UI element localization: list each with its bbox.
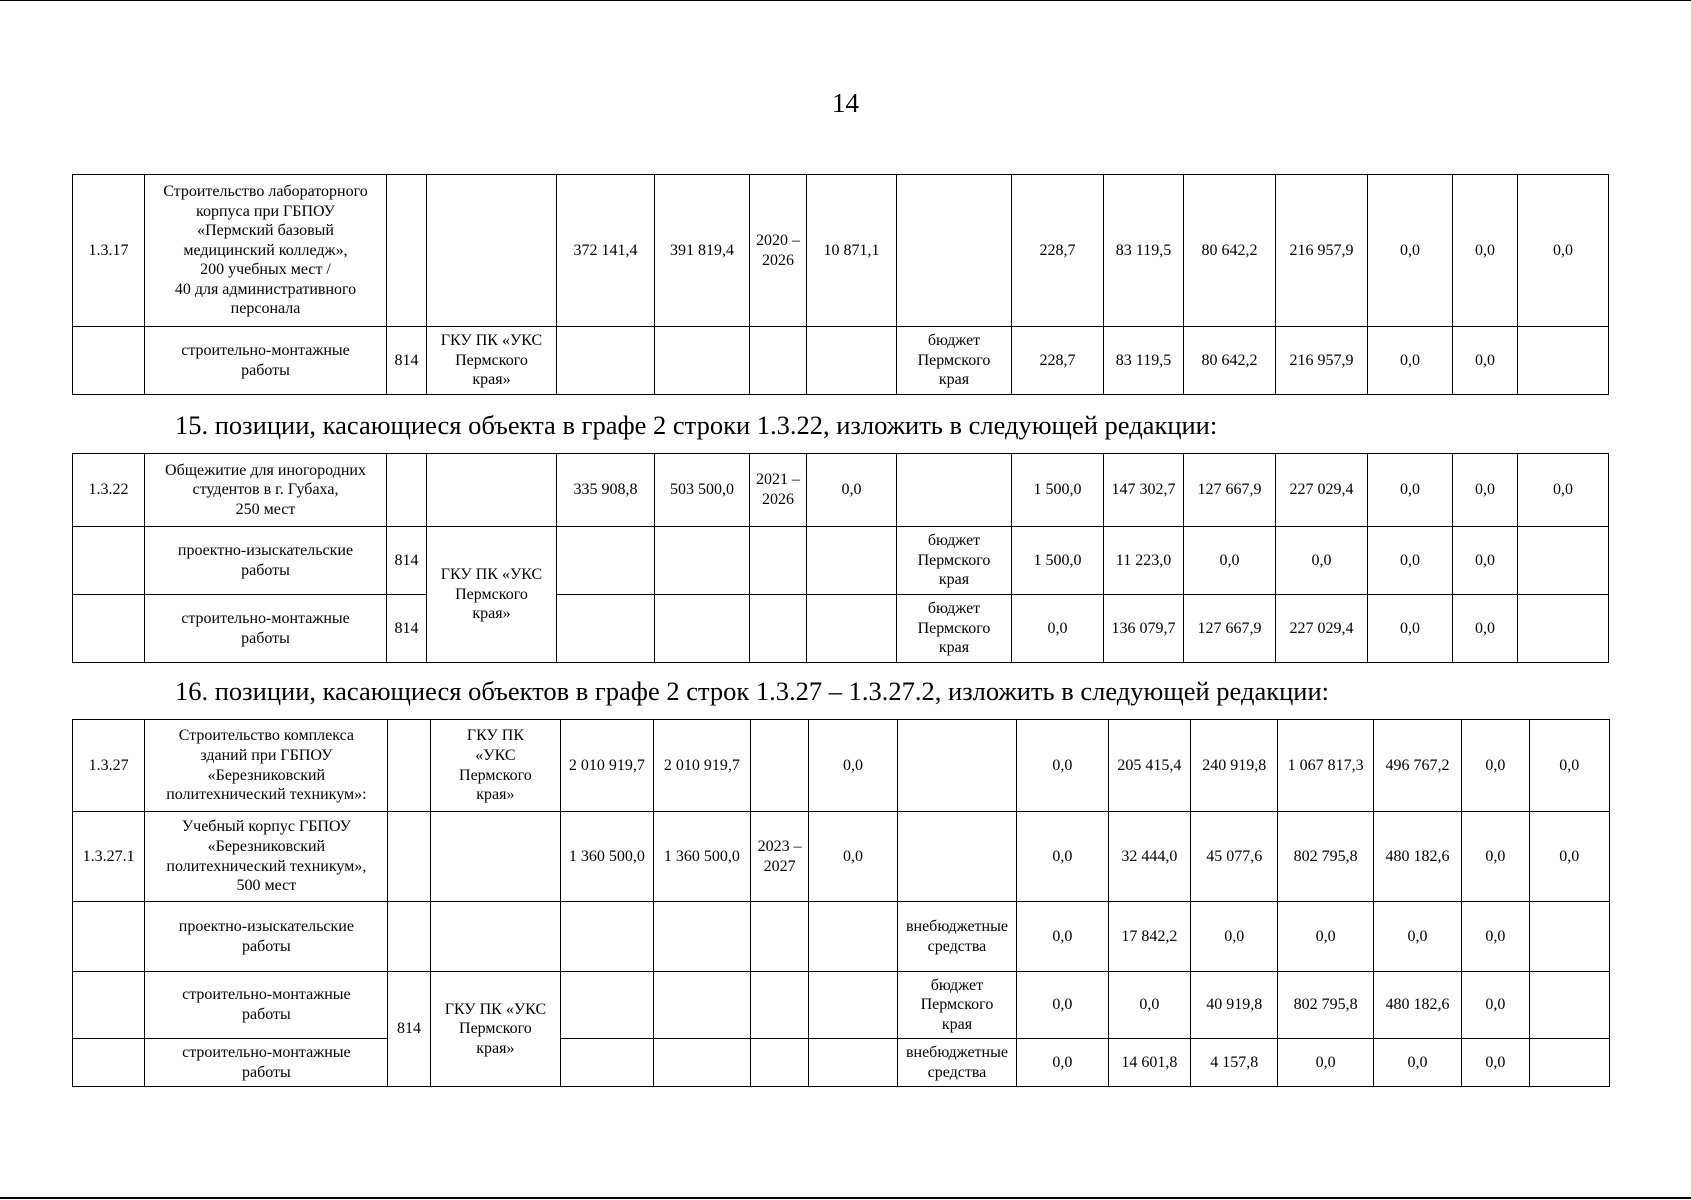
limit-cost bbox=[653, 902, 750, 972]
object-name: строительно-монтажные работы bbox=[145, 1039, 388, 1087]
value-cell bbox=[1529, 1039, 1610, 1087]
object-name: строительно-монтажные работы bbox=[145, 972, 388, 1039]
grbs-cell bbox=[388, 720, 430, 812]
value-cell bbox=[1518, 595, 1609, 663]
done-value: 0,0 bbox=[809, 720, 897, 812]
value-cell: 0,0 bbox=[1529, 812, 1610, 902]
value-cell: 83 119,5 bbox=[1104, 327, 1184, 395]
page-number: 14 bbox=[832, 88, 859, 118]
value-cell: 127 667,9 bbox=[1184, 595, 1276, 663]
source-cell bbox=[897, 812, 1017, 902]
customer-cell: ГКУ ПК «УКС Пермского края» bbox=[427, 327, 557, 395]
limit-cost: 2 010 919,7 bbox=[653, 720, 750, 812]
value-cell: 0,0 bbox=[1462, 972, 1529, 1039]
period-cell bbox=[751, 972, 809, 1039]
done-value bbox=[807, 595, 897, 663]
value-cell: 240 919,8 bbox=[1191, 720, 1278, 812]
value-cell: 0,0 bbox=[1012, 595, 1104, 663]
table-1327 bbox=[72, 719, 1610, 1087]
value-cell: 216 957,9 bbox=[1276, 327, 1368, 395]
source-cell bbox=[897, 454, 1012, 527]
grbs-cell bbox=[388, 812, 430, 902]
value-cell: 0,0 bbox=[1453, 175, 1518, 327]
object-name: строительно-монтажные работы bbox=[145, 595, 387, 663]
table-row bbox=[73, 327, 1609, 395]
table-row bbox=[73, 527, 1609, 595]
value-cell: 0,0 bbox=[1518, 175, 1609, 327]
value-cell: 0,0 bbox=[1276, 527, 1368, 595]
object-name: Строительство лабораторного корпуса при ГБПОУ «Пермский базовый медицинский колледж», 200 учебных мест / 40 для административного персонала bbox=[145, 175, 387, 327]
table-row bbox=[73, 175, 1609, 327]
grbs-cell: 814 bbox=[388, 972, 430, 1087]
limit-cost bbox=[655, 595, 750, 663]
done-value bbox=[809, 972, 897, 1039]
estimated-cost: 372 141,4 bbox=[557, 175, 655, 327]
done-value bbox=[809, 1039, 897, 1087]
period-cell bbox=[750, 595, 807, 663]
section-15-heading: 15. позиции, касающиеся объекта в графе 2 строки 1.3.22, изложить в следующей редакции: bbox=[175, 410, 1218, 440]
value-cell: 32 444,0 bbox=[1108, 812, 1190, 902]
value-cell: 0,0 bbox=[1017, 1039, 1108, 1087]
source-cell: бюджет Пермского края bbox=[897, 595, 1012, 663]
source-cell bbox=[897, 720, 1017, 812]
table-row bbox=[73, 1039, 1610, 1087]
object-name: строительно-монтажные работы bbox=[145, 327, 387, 395]
value-cell: 45 077,6 bbox=[1191, 812, 1278, 902]
done-value: 0,0 bbox=[809, 812, 897, 902]
table-row bbox=[73, 972, 1610, 1039]
done-value: 0,0 bbox=[807, 454, 897, 527]
period-cell bbox=[751, 720, 809, 812]
period-cell: 2020 – 2026 bbox=[750, 175, 807, 327]
section-16-heading: 16. позиции, касающиеся объектов в графе 2 строк 1.3.27 – 1.3.27.2, изложить в следующей редакции: bbox=[175, 676, 1329, 706]
object-name: проектно-изыскательские работы bbox=[145, 527, 387, 595]
estimated-cost: 1 360 500,0 bbox=[561, 812, 653, 902]
value-cell: 802 795,8 bbox=[1278, 972, 1373, 1039]
customer-cell bbox=[427, 454, 557, 527]
done-value: 10 871,1 bbox=[807, 175, 897, 327]
customer-cell bbox=[430, 812, 561, 902]
value-cell: 17 842,2 bbox=[1108, 902, 1190, 972]
value-cell: 0,0 bbox=[1453, 595, 1518, 663]
row-code bbox=[73, 902, 145, 972]
estimated-cost bbox=[561, 902, 653, 972]
source-cell bbox=[897, 175, 1012, 327]
done-value bbox=[807, 327, 897, 395]
table-1322 bbox=[72, 453, 1609, 663]
value-cell: 1 500,0 bbox=[1012, 527, 1104, 595]
limit-cost bbox=[653, 972, 750, 1039]
limit-cost bbox=[655, 527, 750, 595]
table-1317 bbox=[72, 174, 1609, 395]
estimated-cost bbox=[561, 972, 653, 1039]
limit-cost bbox=[653, 1039, 750, 1087]
period-cell: 2023 – 2027 bbox=[751, 812, 809, 902]
value-cell: 0,0 bbox=[1017, 972, 1108, 1039]
row-code bbox=[73, 327, 145, 395]
scan-edge-top bbox=[0, 0, 1691, 1]
limit-cost: 391 819,4 bbox=[655, 175, 750, 327]
customer-cell: ГКУ ПК «УКС Пермского края» bbox=[430, 972, 561, 1087]
value-cell: 14 601,8 bbox=[1108, 1039, 1190, 1087]
row-code bbox=[73, 1039, 145, 1087]
value-cell bbox=[1518, 327, 1609, 395]
value-cell: 205 415,4 bbox=[1108, 720, 1190, 812]
value-cell: 0,0 bbox=[1368, 327, 1453, 395]
source-cell: бюджет Пермского края bbox=[897, 972, 1017, 1039]
value-cell: 147 302,7 bbox=[1104, 454, 1184, 527]
estimated-cost: 335 908,8 bbox=[557, 454, 655, 527]
source-cell: бюджет Пермского края bbox=[897, 527, 1012, 595]
value-cell: 0,0 bbox=[1368, 175, 1453, 327]
customer-cell: ГКУ ПК «УКС Пермского края» bbox=[430, 720, 561, 812]
value-cell: 0,0 bbox=[1184, 527, 1276, 595]
value-cell: 0,0 bbox=[1529, 720, 1610, 812]
value-cell: 216 957,9 bbox=[1276, 175, 1368, 327]
period-cell bbox=[751, 1039, 809, 1087]
value-cell: 0,0 bbox=[1373, 902, 1461, 972]
value-cell: 11 223,0 bbox=[1104, 527, 1184, 595]
value-cell: 0,0 bbox=[1017, 812, 1108, 902]
table-row bbox=[73, 454, 1609, 527]
value-cell: 127 667,9 bbox=[1184, 454, 1276, 527]
value-cell: 80 642,2 bbox=[1184, 327, 1276, 395]
row-code: 1.3.17 bbox=[73, 175, 145, 327]
value-cell: 0,0 bbox=[1368, 595, 1453, 663]
value-cell bbox=[1529, 902, 1610, 972]
customer-cell bbox=[430, 902, 561, 972]
value-cell bbox=[1518, 527, 1609, 595]
value-cell: 0,0 bbox=[1462, 720, 1529, 812]
customer-cell bbox=[427, 175, 557, 327]
value-cell: 228,7 bbox=[1012, 175, 1104, 327]
value-cell: 0,0 bbox=[1278, 1039, 1373, 1087]
value-cell: 1 067 817,3 bbox=[1278, 720, 1373, 812]
limit-cost: 1 360 500,0 bbox=[653, 812, 750, 902]
value-cell: 0,0 bbox=[1462, 1039, 1529, 1087]
period-cell bbox=[750, 527, 807, 595]
limit-cost: 503 500,0 bbox=[655, 454, 750, 527]
row-code: 1.3.27.1 bbox=[73, 812, 145, 902]
value-cell: 83 119,5 bbox=[1104, 175, 1184, 327]
row-code bbox=[73, 972, 145, 1039]
value-cell: 4 157,8 bbox=[1191, 1039, 1278, 1087]
value-cell: 227 029,4 bbox=[1276, 595, 1368, 663]
estimated-cost bbox=[557, 595, 655, 663]
grbs-cell: 814 bbox=[387, 595, 427, 663]
limit-cost bbox=[655, 327, 750, 395]
row-code bbox=[73, 527, 145, 595]
period-cell bbox=[751, 902, 809, 972]
done-value bbox=[809, 902, 897, 972]
value-cell: 0,0 bbox=[1462, 812, 1529, 902]
value-cell: 0,0 bbox=[1368, 454, 1453, 527]
grbs-cell: 814 bbox=[387, 527, 427, 595]
value-cell: 0,0 bbox=[1017, 720, 1108, 812]
source-cell: внебюджетные средства bbox=[897, 902, 1017, 972]
source-cell: бюджет Пермского края bbox=[897, 327, 1012, 395]
value-cell: 136 079,7 bbox=[1104, 595, 1184, 663]
value-cell: 0,0 bbox=[1017, 902, 1108, 972]
value-cell: 0,0 bbox=[1453, 454, 1518, 527]
table-row bbox=[73, 902, 1610, 972]
source-cell: внебюджетные средства bbox=[897, 1039, 1017, 1087]
value-cell: 0,0 bbox=[1278, 902, 1373, 972]
object-name: Строительство комплекса зданий при ГБПОУ «Березниковский политехнический техникум»: bbox=[145, 720, 388, 812]
estimated-cost: 2 010 919,7 bbox=[561, 720, 653, 812]
value-cell: 480 182,6 bbox=[1373, 972, 1461, 1039]
value-cell: 40 919,8 bbox=[1191, 972, 1278, 1039]
object-name: Учебный корпус ГБПОУ «Березниковский политехнический техникум», 500 мест bbox=[145, 812, 388, 902]
object-name: Общежитие для иногородних студентов в г. Губаха, 250 мест bbox=[145, 454, 387, 527]
row-code: 1.3.27 bbox=[73, 720, 145, 812]
period-cell bbox=[750, 327, 807, 395]
grbs-cell bbox=[388, 902, 430, 972]
estimated-cost bbox=[557, 527, 655, 595]
value-cell: 1 500,0 bbox=[1012, 454, 1104, 527]
scan-edge-bottom bbox=[0, 1197, 1691, 1199]
estimated-cost bbox=[561, 1039, 653, 1087]
value-cell: 0,0 bbox=[1453, 327, 1518, 395]
value-cell: 0,0 bbox=[1373, 1039, 1461, 1087]
grbs-cell bbox=[387, 454, 427, 527]
value-cell: 802 795,8 bbox=[1278, 812, 1373, 902]
table-row bbox=[73, 595, 1609, 663]
estimated-cost bbox=[557, 327, 655, 395]
object-name: проектно-изыскательские работы bbox=[145, 902, 388, 972]
value-cell: 480 182,6 bbox=[1373, 812, 1461, 902]
value-cell: 227 029,4 bbox=[1276, 454, 1368, 527]
row-code bbox=[73, 595, 145, 663]
value-cell: 80 642,2 bbox=[1184, 175, 1276, 327]
grbs-cell bbox=[387, 175, 427, 327]
table-row bbox=[73, 812, 1610, 902]
grbs-cell: 814 bbox=[387, 327, 427, 395]
value-cell: 0,0 bbox=[1368, 527, 1453, 595]
period-cell: 2021 – 2026 bbox=[750, 454, 807, 527]
value-cell bbox=[1529, 972, 1610, 1039]
done-value bbox=[807, 527, 897, 595]
value-cell: 496 767,2 bbox=[1373, 720, 1461, 812]
value-cell: 0,0 bbox=[1108, 972, 1190, 1039]
row-code: 1.3.22 bbox=[73, 454, 145, 527]
value-cell: 228,7 bbox=[1012, 327, 1104, 395]
value-cell: 0,0 bbox=[1462, 902, 1529, 972]
value-cell: 0,0 bbox=[1518, 454, 1609, 527]
value-cell: 0,0 bbox=[1191, 902, 1278, 972]
table-row bbox=[73, 720, 1610, 812]
customer-cell: ГКУ ПК «УКС Пермского края» bbox=[427, 527, 557, 663]
value-cell: 0,0 bbox=[1453, 527, 1518, 595]
